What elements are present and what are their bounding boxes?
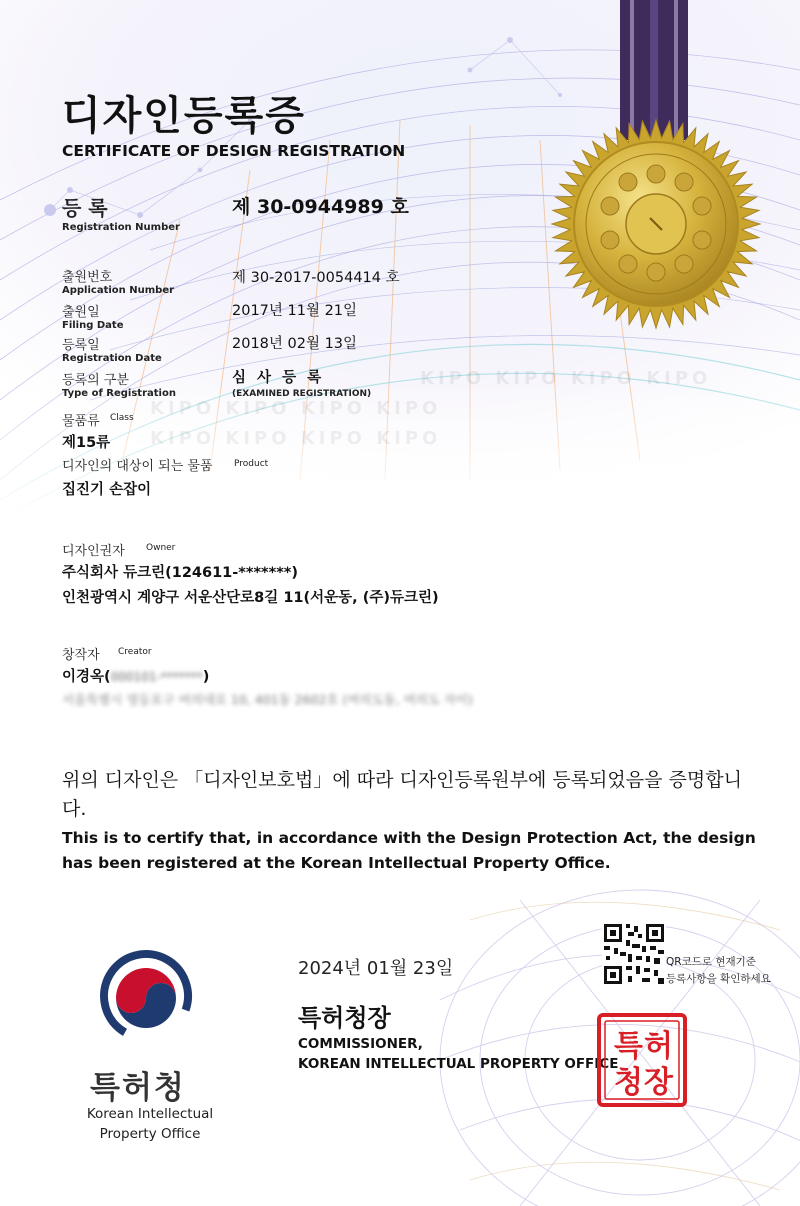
application-label-ko: 출원번호: [62, 270, 113, 285]
certification-statement-en: This is to certify that, in accordance with the Design Protection Act, the design has been registered at the Korean Intellectual Property Office.: [62, 829, 756, 872]
filing-date-label-en: Filing Date: [62, 320, 124, 331]
qr-code[interactable]: [602, 922, 666, 986]
creator-address-redacted: 서울특별시 영등포구 여의대로 10, 401동 2602호 (여의도동, 여의도 자이): [62, 692, 473, 707]
creator-label-ko: 창작자: [62, 648, 100, 663]
kipo-watermark-3: KIPO KIPO KIPO KIPO: [150, 428, 442, 449]
seal-char-4: 장: [644, 1065, 673, 1100]
owner-label-en: Owner: [146, 543, 176, 553]
class-label-ko: 물품류: [62, 414, 100, 429]
kipo-name-ko: 특허청: [90, 1070, 186, 1106]
gold-seal: [550, 118, 762, 330]
certificate-title-ko: 디자인등록증: [62, 93, 306, 139]
commissioner-title-en-line2: KOREAN INTELLECTUAL PROPERTY OFFICE: [298, 1056, 619, 1072]
registration-type: 심 사 등 록: [232, 370, 325, 386]
kipo-watermark: KIPO KIPO KIPO KIPO: [420, 368, 712, 389]
kipo-watermark-2: KIPO KIPO KIPO KIPO: [150, 398, 442, 419]
owner-name: 주식회사 듀크린(124611-*******): [62, 565, 298, 581]
seal-char-1: 특: [614, 1029, 643, 1064]
creator-label-en: Creator: [118, 647, 152, 657]
seal-char-3: 청: [614, 1065, 643, 1100]
class-label-en: Class: [110, 413, 134, 423]
registration-date-label-ko: 등록일: [62, 338, 100, 353]
product-label-en: Product: [234, 459, 269, 469]
registration-label-en: Registration Number: [62, 222, 180, 233]
registration-type-en: (EXAMINED REGISTRATION): [232, 389, 372, 399]
registration-date: 2018년 02월 13일: [232, 336, 358, 352]
qr-instructions-line1: QR코드로 현재기준: [666, 956, 756, 968]
certification-statement-ko: 위의 디자인은 「디자인보호법」에 따라 디자인등록원부에 등록되었음을 증명합니다.: [62, 769, 742, 820]
kipo-name-en-line1: Korean Intellectual: [86, 1106, 214, 1122]
application-label-en: Application Number: [62, 285, 175, 296]
registration-date-label-en: Registration Date: [62, 353, 162, 364]
registration-number: 제 30-0944989 호: [232, 196, 409, 218]
official-red-seal: [596, 1012, 688, 1108]
seal-char-2: 허: [644, 1029, 673, 1064]
certificate-title-en: CERTIFICATE OF DESIGN REGISTRATION: [62, 142, 406, 160]
commissioner-title-en-line1: COMMISSIONER,: [298, 1036, 423, 1052]
application-number: 제 30-2017-0054414 호: [232, 270, 400, 286]
filing-date: 2017년 11월 21일: [232, 303, 358, 319]
registration-type-label-en: Type of Registration: [62, 388, 176, 399]
qr-instructions-line2: 등록사항을 확인하세요: [666, 973, 771, 985]
product-value: 집진기 손잡이: [62, 482, 152, 498]
qr-instructions: [666, 954, 771, 988]
registration-type-label-ko: 등록의 구분: [62, 373, 129, 388]
creator-name: [62, 665, 209, 686]
kipo-logo: [92, 948, 200, 1048]
kipo-name-en: [64, 1104, 236, 1144]
filing-date-label-ko: 출원일: [62, 305, 100, 320]
commissioner-title-en: [298, 1034, 618, 1074]
creator-name-suffix: ): [202, 669, 210, 685]
commissioner-title-ko: 특허청장: [298, 1004, 391, 1032]
creator-id-redacted: 000101-*******: [110, 670, 203, 684]
product-label-ko: 디자인의 대상이 되는 물품: [62, 459, 213, 474]
owner-address: 인천광역시 계양구 서운산단로8길 11(서운동, (주)듀크린): [62, 590, 439, 606]
creator-name-prefix: 이경옥(: [62, 669, 111, 685]
issue-date: 2024년 01월 23일: [298, 958, 454, 979]
owner-label-ko: 디자인권자: [62, 544, 125, 559]
registration-label-ko: 등 록: [62, 196, 108, 220]
class-value: 제15류: [62, 435, 111, 451]
kipo-name-en-line2: Property Office: [99, 1126, 201, 1142]
